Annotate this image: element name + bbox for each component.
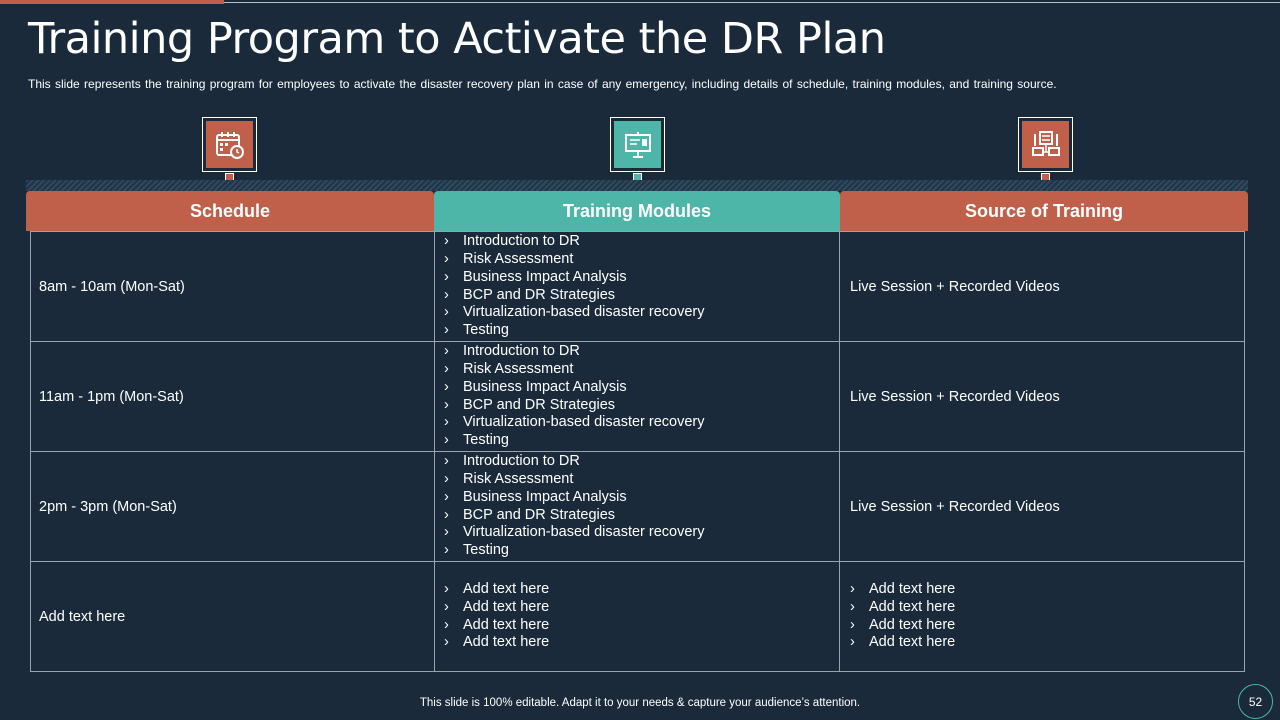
list-item: › Add text here xyxy=(850,616,956,633)
list-item: › Risk Assessment xyxy=(444,471,574,488)
training-table xyxy=(30,231,1245,672)
table-row xyxy=(30,452,1245,562)
modules-cell xyxy=(435,452,840,561)
modules-list xyxy=(444,233,705,339)
hatched-band xyxy=(26,180,1248,191)
source-cell xyxy=(840,232,1244,341)
schedule-cell xyxy=(31,562,435,671)
list-item: › Business Impact Analysis xyxy=(444,378,627,395)
list-item: › BCP and DR Strategies xyxy=(444,506,616,523)
schedule-text: 8am - 10am (Mon-Sat) xyxy=(39,278,185,295)
list-item: › BCP and DR Strategies xyxy=(444,396,616,413)
table-row xyxy=(30,231,1245,342)
page-number: 52 xyxy=(1238,684,1273,719)
source-cell xyxy=(840,562,1244,671)
modules-cell xyxy=(435,232,840,341)
modules-list xyxy=(444,343,705,449)
slide-title: Training Program to Activate the DR Plan xyxy=(28,14,886,64)
table-row xyxy=(30,562,1245,672)
modules-icon-box xyxy=(610,117,665,172)
source-text: Live Session + Recorded Videos xyxy=(850,498,1060,515)
top-accent-bar xyxy=(0,0,224,4)
list-item: › Add text here xyxy=(444,634,550,651)
modules-cell xyxy=(435,562,840,671)
list-item: › Add text here xyxy=(444,581,550,598)
computer-server-icon xyxy=(1031,130,1061,160)
source-text: Live Session + Recorded Videos xyxy=(850,278,1060,295)
list-item: › Virtualization-based disaster recovery xyxy=(444,524,705,541)
list-item: › Virtualization-based disaster recovery xyxy=(444,304,705,321)
source-icon-box xyxy=(1018,117,1073,172)
list-item: › Add text here xyxy=(444,598,550,615)
modules-cell xyxy=(435,342,840,451)
table-row xyxy=(30,342,1245,452)
modules-list xyxy=(444,581,549,652)
source-text: Live Session + Recorded Videos xyxy=(850,388,1060,405)
list-item: › Add text here xyxy=(444,616,550,633)
schedule-cell xyxy=(31,232,435,341)
footer-note: This slide is 100% editable. Adapt it to your needs & capture your audience’s attention. xyxy=(419,697,861,709)
header-training-modules: Training Modules xyxy=(434,191,840,231)
source-cell xyxy=(840,342,1244,451)
header-source-of-training: Source of Training xyxy=(840,191,1248,231)
schedule-text: 11am - 1pm (Mon-Sat) xyxy=(39,388,184,405)
list-item: › Introduction to DR xyxy=(444,233,580,250)
list-item: › Risk Assessment xyxy=(444,251,574,268)
list-item: › Business Impact Analysis xyxy=(444,488,627,505)
list-item: › Introduction to DR xyxy=(444,343,580,360)
schedule-icon-box xyxy=(202,117,257,172)
list-item: › Add text here xyxy=(850,634,956,651)
modules-list xyxy=(444,453,705,559)
list-item: › Business Impact Analysis xyxy=(444,268,627,285)
source-cell xyxy=(840,452,1244,561)
calendar-clock-icon xyxy=(215,130,245,160)
list-item: › Introduction to DR xyxy=(444,453,580,470)
slide-subtitle: This slide represents the training program for employees to activate the disaster recovery plan in case of any emergency, including details of schedule, training modules, and training source. xyxy=(28,77,1057,91)
schedule-cell xyxy=(31,342,435,451)
list-item: › BCP and DR Strategies xyxy=(444,286,616,303)
presentation-board-icon xyxy=(623,130,653,160)
list-item: › Risk Assessment xyxy=(444,361,574,378)
list-item: › Testing xyxy=(444,321,509,338)
list-item: › Add text here xyxy=(850,581,956,598)
list-item: › Virtualization-based disaster recovery xyxy=(444,414,705,431)
schedule-cell xyxy=(31,452,435,561)
schedule-text: Add text here xyxy=(39,608,126,625)
source-list xyxy=(850,581,955,652)
header-schedule: Schedule xyxy=(26,191,434,231)
schedule-text: 2pm - 3pm (Mon-Sat) xyxy=(39,498,177,515)
top-divider-line xyxy=(224,2,1280,3)
list-item: › Testing xyxy=(444,431,509,448)
list-item: › Add text here xyxy=(850,598,956,615)
list-item: › Testing xyxy=(444,541,509,558)
